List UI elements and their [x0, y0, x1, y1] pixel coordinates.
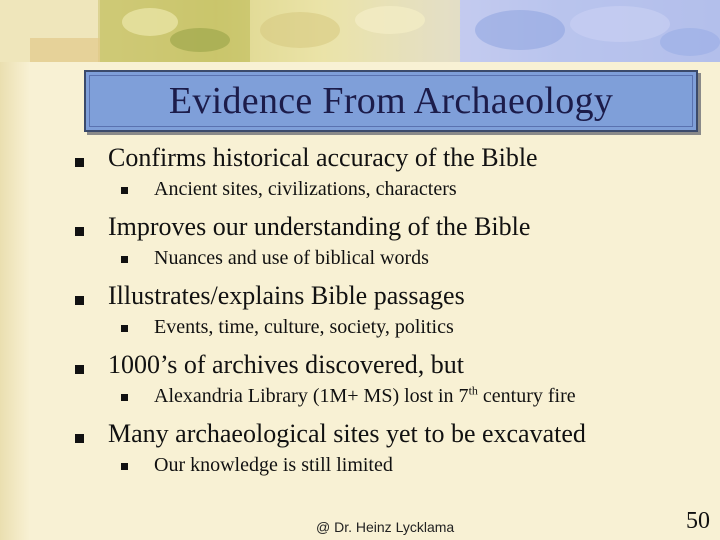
sub-bullet-text: Our knowledge is still limited: [154, 454, 393, 476]
bullet-square-icon: [75, 296, 84, 305]
bullet-square-icon: [75, 158, 84, 167]
bullet-square-icon: [75, 365, 84, 374]
sub-bullet-text-end: century fire: [477, 385, 576, 407]
slide-title: Evidence From Archaeology: [168, 80, 614, 122]
bullet-square-icon: [75, 434, 84, 443]
bullet-text: Confirms historical accuracy of the Bible: [108, 143, 538, 172]
bullet-text: Many archaeological sites yet to be excavated: [108, 419, 586, 448]
bullet-text: Improves our understanding of the Bible: [108, 212, 531, 241]
sub-bullet-square-icon: [121, 463, 128, 470]
page-number: 50: [686, 508, 710, 534]
sub-bullet-text-main: Alexandria Library (1M+ MS) lost in 7: [154, 385, 469, 407]
sub-bullet-text: Events, time, culture, society, politics: [154, 316, 454, 338]
footer-credit: @ Dr. Heinz Lycklama: [316, 519, 455, 535]
sub-bullet-square-icon: [121, 256, 128, 263]
sub-bullet-text: [154, 385, 576, 408]
bullet-text: Illustrates/explains Bible passages: [108, 281, 465, 310]
bullet-square-icon: [75, 227, 84, 236]
ordinal-suffix: th: [468, 383, 478, 398]
sub-bullet-text: Ancient sites, civilizations, characters: [154, 178, 457, 200]
sub-bullet-text: Nuances and use of biblical words: [154, 247, 429, 269]
sub-bullet-square-icon: [121, 394, 128, 401]
bullet-text: 1000’s of archives discovered, but: [108, 350, 464, 379]
sub-bullet-square-icon: [121, 187, 128, 194]
sub-bullet-square-icon: [121, 325, 128, 332]
